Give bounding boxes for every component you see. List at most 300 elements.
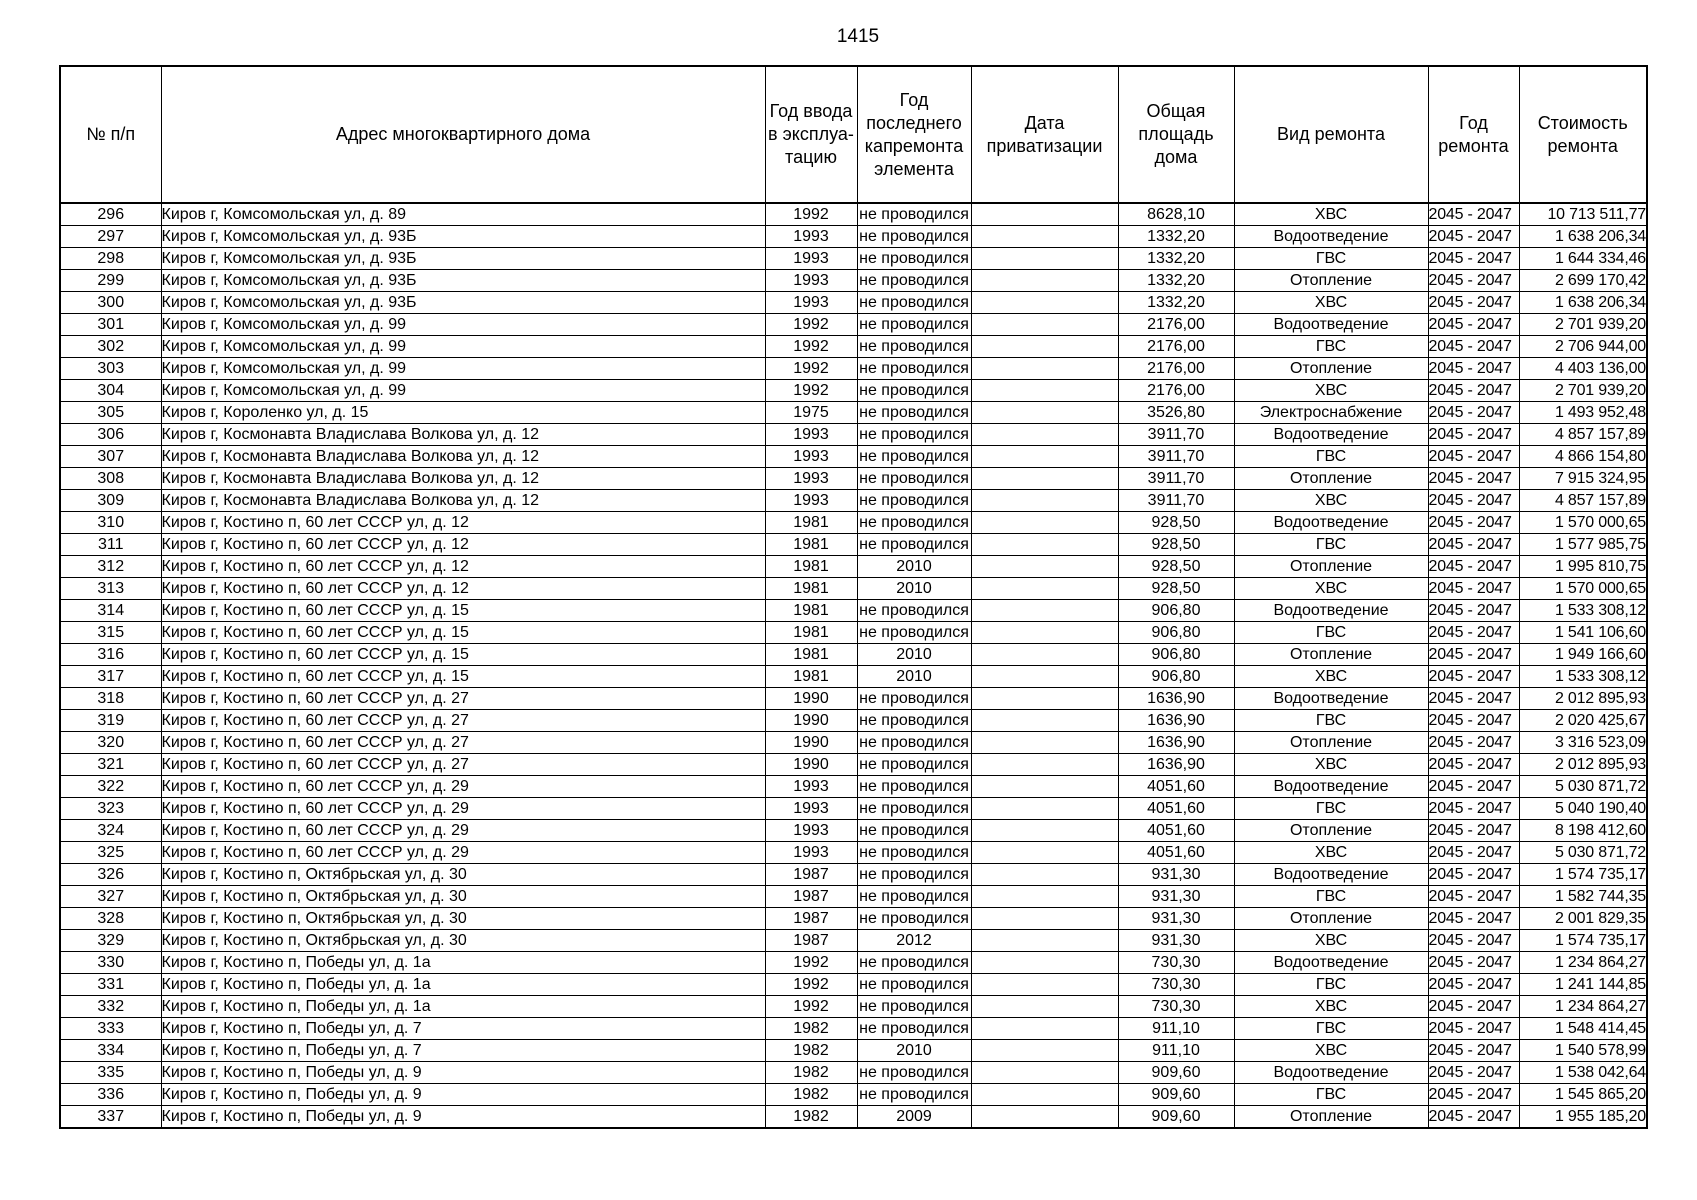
table-row [60,402,1647,424]
table-row [60,1084,1647,1106]
cell-last-repair: не проводился [857,512,971,534]
cell-last-repair: не проводился [857,776,971,798]
table-row [60,732,1647,754]
cell-address: Киров г, Костино п, 60 лет СССР ул, д. 29 [161,798,765,820]
cell-year-built: 1987 [765,864,857,886]
cell-area: 8628,10 [1118,203,1234,226]
cell-area: 931,30 [1118,886,1234,908]
cell-num: 320 [60,732,161,754]
cell-num: 327 [60,886,161,908]
cell-year-built: 1982 [765,1084,857,1106]
cell-repair-years: 2045 - 2047 [1428,1084,1519,1106]
cell-repair-type: Водоотведение [1234,512,1428,534]
cell-repair-type: Отопление [1234,358,1428,380]
cell-year-built: 1993 [765,776,857,798]
cell-year-built: 1993 [765,292,857,314]
cell-last-repair: не проводился [857,203,971,226]
cell-cost: 1 538 042,64 [1519,1062,1647,1084]
cell-privatization [971,468,1118,490]
cell-area: 4051,60 [1118,776,1234,798]
cell-num: 313 [60,578,161,600]
cell-privatization [971,424,1118,446]
cell-num: 325 [60,842,161,864]
cell-year-built: 1981 [765,512,857,534]
cell-num: 317 [60,666,161,688]
cell-repair-years: 2045 - 2047 [1428,732,1519,754]
cell-repair-type: Электроснабжение [1234,402,1428,424]
cell-repair-years: 2045 - 2047 [1428,1018,1519,1040]
cell-last-repair: не проводился [857,1018,971,1040]
cell-repair-years: 2045 - 2047 [1428,248,1519,270]
cell-privatization [971,974,1118,996]
cell-year-built: 1993 [765,424,857,446]
cell-privatization [971,1062,1118,1084]
cell-address: Киров г, Костино п, 60 лет СССР ул, д. 27 [161,754,765,776]
cell-area: 3911,70 [1118,490,1234,512]
cell-repair-years: 2045 - 2047 [1428,1040,1519,1062]
cell-num: 318 [60,688,161,710]
cell-cost: 5 030 871,72 [1519,842,1647,864]
cell-num: 323 [60,798,161,820]
cell-repair-years: 2045 - 2047 [1428,226,1519,248]
cell-last-repair: не проводился [857,908,971,930]
cell-address: Киров г, Костино п, Октябрьская ул, д. 30 [161,908,765,930]
cell-repair-type: ГВС [1234,534,1428,556]
cell-address: Киров г, Костино п, Октябрьская ул, д. 30 [161,930,765,952]
cell-area: 906,80 [1118,666,1234,688]
table-header-row [60,66,1647,203]
cell-year-built: 1992 [765,203,857,226]
cell-area: 730,30 [1118,974,1234,996]
cell-repair-type: Отопление [1234,468,1428,490]
table-row [60,248,1647,270]
cell-cost: 1 533 308,12 [1519,666,1647,688]
cell-last-repair: не проводился [857,798,971,820]
cell-num: 322 [60,776,161,798]
cell-repair-years: 2045 - 2047 [1428,556,1519,578]
cell-address: Киров г, Комсомольская ул, д. 93Б [161,270,765,292]
cell-privatization [971,776,1118,798]
cell-num: 299 [60,270,161,292]
cell-area: 909,60 [1118,1062,1234,1084]
cell-area: 928,50 [1118,534,1234,556]
cell-area: 1332,20 [1118,248,1234,270]
cell-num: 314 [60,600,161,622]
cell-privatization [971,864,1118,886]
table-row [60,996,1647,1018]
cell-repair-type: ХВС [1234,666,1428,688]
cell-num: 296 [60,203,161,226]
cell-cost: 1 577 985,75 [1519,534,1647,556]
cell-last-repair: не проводился [857,402,971,424]
cell-repair-years: 2045 - 2047 [1428,820,1519,842]
cell-repair-years: 2045 - 2047 [1428,490,1519,512]
cell-num: 330 [60,952,161,974]
table-row [60,842,1647,864]
cell-address: Киров г, Костино п, 60 лет СССР ул, д. 27 [161,710,765,732]
cell-repair-years: 2045 - 2047 [1428,512,1519,534]
cell-cost: 2 012 895,93 [1519,688,1647,710]
cell-last-repair: не проводился [857,754,971,776]
cell-cost: 1 638 206,34 [1519,226,1647,248]
cell-address: Киров г, Костино п, Победы ул, д. 9 [161,1106,765,1129]
cell-area: 4051,60 [1118,842,1234,864]
cell-cost: 1 234 864,27 [1519,996,1647,1018]
cell-area: 1332,20 [1118,270,1234,292]
cell-repair-years: 2045 - 2047 [1428,886,1519,908]
cell-last-repair: 2010 [857,556,971,578]
cell-privatization [971,886,1118,908]
cell-num: 311 [60,534,161,556]
table-row [60,468,1647,490]
header-num: № п/п [60,66,161,203]
cell-repair-type: ГВС [1234,446,1428,468]
cell-privatization [971,842,1118,864]
header-cost: Стоимость ремонта [1519,66,1647,203]
cell-cost: 8 198 412,60 [1519,820,1647,842]
cell-area: 931,30 [1118,908,1234,930]
cell-cost: 1 241 144,85 [1519,974,1647,996]
table-row [60,446,1647,468]
cell-num: 335 [60,1062,161,1084]
cell-repair-years: 2045 - 2047 [1428,952,1519,974]
cell-last-repair: не проводился [857,864,971,886]
cell-repair-type: ХВС [1234,490,1428,512]
cell-address: Киров г, Комсомольская ул, д. 89 [161,203,765,226]
cell-area: 3911,70 [1118,468,1234,490]
cell-repair-years: 2045 - 2047 [1428,798,1519,820]
cell-privatization [971,710,1118,732]
cell-cost: 4 403 136,00 [1519,358,1647,380]
cell-privatization [971,578,1118,600]
cell-address: Киров г, Костино п, 60 лет СССР ул, д. 15 [161,644,765,666]
cell-cost: 2 020 425,67 [1519,710,1647,732]
cell-area: 3911,70 [1118,446,1234,468]
cell-address: Киров г, Костино п, Победы ул, д. 9 [161,1084,765,1106]
cell-address: Киров г, Костино п, Победы ул, д. 1а [161,974,765,996]
cell-last-repair: 2010 [857,666,971,688]
cell-address: Киров г, Космонавта Владислава Волкова ул, д. 12 [161,424,765,446]
cell-privatization [971,402,1118,424]
cell-address: Киров г, Костино п, 60 лет СССР ул, д. 12 [161,512,765,534]
cell-year-built: 1981 [765,556,857,578]
cell-year-built: 1982 [765,1062,857,1084]
cell-repair-type: Отопление [1234,270,1428,292]
cell-year-built: 1992 [765,358,857,380]
cell-area: 1636,90 [1118,688,1234,710]
table-row [60,886,1647,908]
cell-repair-type: ХВС [1234,380,1428,402]
cell-year-built: 1992 [765,996,857,1018]
cell-repair-years: 2045 - 2047 [1428,644,1519,666]
table-row [60,380,1647,402]
table-row [60,820,1647,842]
cell-repair-years: 2045 - 2047 [1428,336,1519,358]
cell-cost: 1 638 206,34 [1519,292,1647,314]
cell-repair-type: Отопление [1234,732,1428,754]
cell-repair-type: ХВС [1234,842,1428,864]
cell-last-repair: не проводился [857,600,971,622]
cell-cost: 1 541 106,60 [1519,622,1647,644]
cell-area: 931,30 [1118,864,1234,886]
cell-privatization [971,248,1118,270]
cell-privatization [971,688,1118,710]
cell-address: Киров г, Костино п, 60 лет СССР ул, д. 15 [161,666,765,688]
cell-repair-type: ХВС [1234,578,1428,600]
cell-address: Киров г, Комсомольская ул, д. 93Б [161,248,765,270]
cell-year-built: 1990 [765,754,857,776]
cell-cost: 1 955 185,20 [1519,1106,1647,1129]
cell-repair-type: Водоотведение [1234,1062,1428,1084]
cell-repair-years: 2045 - 2047 [1428,314,1519,336]
cell-last-repair: не проводился [857,424,971,446]
cell-num: 304 [60,380,161,402]
cell-cost: 4 857 157,89 [1519,424,1647,446]
cell-year-built: 1992 [765,380,857,402]
table-row [60,600,1647,622]
table-row [60,1018,1647,1040]
cell-repair-type: Водоотведение [1234,776,1428,798]
cell-repair-type: Отопление [1234,644,1428,666]
cell-address: Киров г, Комсомольская ул, д. 99 [161,336,765,358]
cell-area: 906,80 [1118,644,1234,666]
cell-repair-years: 2045 - 2047 [1428,776,1519,798]
cell-repair-years: 2045 - 2047 [1428,468,1519,490]
table-row [60,666,1647,688]
cell-privatization [971,534,1118,556]
cell-repair-years: 2045 - 2047 [1428,974,1519,996]
cell-num: 324 [60,820,161,842]
table-row [60,336,1647,358]
cell-repair-type: ГВС [1234,622,1428,644]
cell-last-repair: не проводился [857,270,971,292]
cell-privatization [971,380,1118,402]
cell-repair-years: 2045 - 2047 [1428,358,1519,380]
repair-schedule-table [59,65,1648,1129]
cell-privatization [971,930,1118,952]
cell-num: 303 [60,358,161,380]
cell-address: Киров г, Космонавта Владислава Волкова ул, д. 12 [161,468,765,490]
cell-last-repair: не проводился [857,842,971,864]
cell-repair-years: 2045 - 2047 [1428,578,1519,600]
cell-privatization [971,1040,1118,1062]
cell-area: 1332,20 [1118,226,1234,248]
cell-year-built: 1987 [765,930,857,952]
table-row [60,622,1647,644]
header-repair-years: Год ремонта [1428,66,1519,203]
table-row [60,1062,1647,1084]
cell-year-built: 1981 [765,600,857,622]
cell-num: 326 [60,864,161,886]
cell-privatization [971,996,1118,1018]
cell-repair-type: Водоотведение [1234,314,1428,336]
cell-area: 3911,70 [1118,424,1234,446]
cell-address: Киров г, Костино п, 60 лет СССР ул, д. 15 [161,600,765,622]
cell-year-built: 1993 [765,226,857,248]
cell-repair-years: 2045 - 2047 [1428,908,1519,930]
cell-num: 333 [60,1018,161,1040]
cell-num: 336 [60,1084,161,1106]
cell-address: Киров г, Костино п, Победы ул, д. 1а [161,996,765,1018]
header-last-repair: Год последнего капремонта элемента [857,66,971,203]
cell-repair-type: ГВС [1234,248,1428,270]
cell-repair-years: 2045 - 2047 [1428,600,1519,622]
cell-last-repair: не проводился [857,974,971,996]
cell-num: 300 [60,292,161,314]
cell-last-repair: не проводился [857,886,971,908]
cell-address: Киров г, Костино п, Победы ул, д. 1а [161,952,765,974]
cell-last-repair: не проводился [857,292,971,314]
cell-area: 928,50 [1118,556,1234,578]
cell-cost: 1 570 000,65 [1519,512,1647,534]
cell-repair-type: ГВС [1234,974,1428,996]
cell-last-repair: не проводился [857,820,971,842]
table-row [60,270,1647,292]
cell-area: 3526,80 [1118,402,1234,424]
cell-cost: 1 995 810,75 [1519,556,1647,578]
cell-year-built: 1992 [765,336,857,358]
cell-cost: 1 574 735,17 [1519,930,1647,952]
cell-num: 315 [60,622,161,644]
cell-repair-years: 2045 - 2047 [1428,380,1519,402]
cell-year-built: 1993 [765,446,857,468]
cell-address: Киров г, Костино п, 60 лет СССР ул, д. 12 [161,578,765,600]
cell-privatization [971,512,1118,534]
cell-cost: 1 574 735,17 [1519,864,1647,886]
cell-cost: 3 316 523,09 [1519,732,1647,754]
cell-year-built: 1993 [765,842,857,864]
cell-repair-years: 2045 - 2047 [1428,270,1519,292]
cell-privatization [971,644,1118,666]
cell-repair-type: ХВС [1234,1040,1428,1062]
table-row [60,226,1647,248]
cell-repair-years: 2045 - 2047 [1428,842,1519,864]
cell-repair-type: ГВС [1234,336,1428,358]
cell-area: 928,50 [1118,578,1234,600]
cell-repair-type: Водоотведение [1234,424,1428,446]
cell-privatization [971,622,1118,644]
cell-repair-years: 2045 - 2047 [1428,864,1519,886]
cell-cost: 1 548 414,45 [1519,1018,1647,1040]
cell-privatization [971,358,1118,380]
cell-cost: 1 570 000,65 [1519,578,1647,600]
table-row [60,754,1647,776]
cell-area: 2176,00 [1118,380,1234,402]
cell-last-repair: 2009 [857,1106,971,1129]
cell-address: Киров г, Костино п, Победы ул, д. 7 [161,1018,765,1040]
cell-last-repair: не проводился [857,358,971,380]
cell-last-repair: не проводился [857,446,971,468]
cell-num: 309 [60,490,161,512]
cell-num: 334 [60,1040,161,1062]
cell-year-built: 1975 [765,402,857,424]
cell-address: Киров г, Костино п, 60 лет СССР ул, д. 27 [161,732,765,754]
cell-repair-type: Отопление [1234,820,1428,842]
cell-privatization [971,1084,1118,1106]
cell-num: 308 [60,468,161,490]
cell-privatization [971,908,1118,930]
cell-repair-years: 2045 - 2047 [1428,710,1519,732]
cell-repair-years: 2045 - 2047 [1428,446,1519,468]
cell-privatization [971,336,1118,358]
cell-cost: 5 030 871,72 [1519,776,1647,798]
cell-area: 730,30 [1118,952,1234,974]
cell-repair-type: Водоотведение [1234,226,1428,248]
cell-address: Киров г, Короленко ул, д. 15 [161,402,765,424]
cell-cost: 7 915 324,95 [1519,468,1647,490]
cell-cost: 5 040 190,40 [1519,798,1647,820]
cell-num: 337 [60,1106,161,1129]
cell-num: 332 [60,996,161,1018]
cell-year-built: 1992 [765,952,857,974]
cell-area: 911,10 [1118,1018,1234,1040]
cell-year-built: 1992 [765,974,857,996]
cell-repair-years: 2045 - 2047 [1428,292,1519,314]
cell-last-repair: не проводился [857,688,971,710]
cell-address: Киров г, Костино п, Победы ул, д. 9 [161,1062,765,1084]
cell-last-repair: 2012 [857,930,971,952]
cell-repair-years: 2045 - 2047 [1428,1106,1519,1129]
table-row [60,203,1647,226]
cell-area: 4051,60 [1118,798,1234,820]
cell-repair-type: ГВС [1234,798,1428,820]
cell-year-built: 1981 [765,644,857,666]
cell-last-repair: не проводился [857,380,971,402]
cell-area: 928,50 [1118,512,1234,534]
header-address: Адрес многоквартирного дома [161,66,765,203]
cell-num: 306 [60,424,161,446]
cell-last-repair: 2010 [857,1040,971,1062]
cell-year-built: 1993 [765,270,857,292]
cell-num: 307 [60,446,161,468]
cell-area: 2176,00 [1118,314,1234,336]
table-row [60,864,1647,886]
cell-privatization [971,490,1118,512]
cell-address: Киров г, Комсомольская ул, д. 93Б [161,292,765,314]
cell-address: Киров г, Костино п, 60 лет СССР ул, д. 29 [161,776,765,798]
cell-last-repair: не проводился [857,952,971,974]
cell-area: 1636,90 [1118,754,1234,776]
header-year-built: Год ввода в эксплуа-тацию [765,66,857,203]
cell-repair-type: Водоотведение [1234,600,1428,622]
cell-area: 906,80 [1118,600,1234,622]
cell-cost: 4 857 157,89 [1519,490,1647,512]
cell-last-repair: не проводился [857,248,971,270]
cell-address: Киров г, Комсомольская ул, д. 99 [161,358,765,380]
header-area: Общая площадь дома [1118,66,1234,203]
cell-year-built: 1993 [765,248,857,270]
cell-repair-years: 2045 - 2047 [1428,754,1519,776]
table-row [60,710,1647,732]
cell-num: 319 [60,710,161,732]
cell-address: Киров г, Костино п, 60 лет СССР ул, д. 15 [161,622,765,644]
cell-year-built: 1990 [765,732,857,754]
cell-privatization [971,820,1118,842]
cell-repair-type: ХВС [1234,996,1428,1018]
cell-year-built: 1982 [765,1106,857,1129]
cell-year-built: 1993 [765,820,857,842]
cell-year-built: 1981 [765,622,857,644]
table-row [60,1040,1647,1062]
table-row [60,798,1647,820]
cell-privatization [971,226,1118,248]
cell-area: 1636,90 [1118,732,1234,754]
cell-cost: 2 001 829,35 [1519,908,1647,930]
cell-privatization [971,666,1118,688]
cell-privatization [971,203,1118,226]
table-row [60,776,1647,798]
cell-year-built: 1993 [765,468,857,490]
